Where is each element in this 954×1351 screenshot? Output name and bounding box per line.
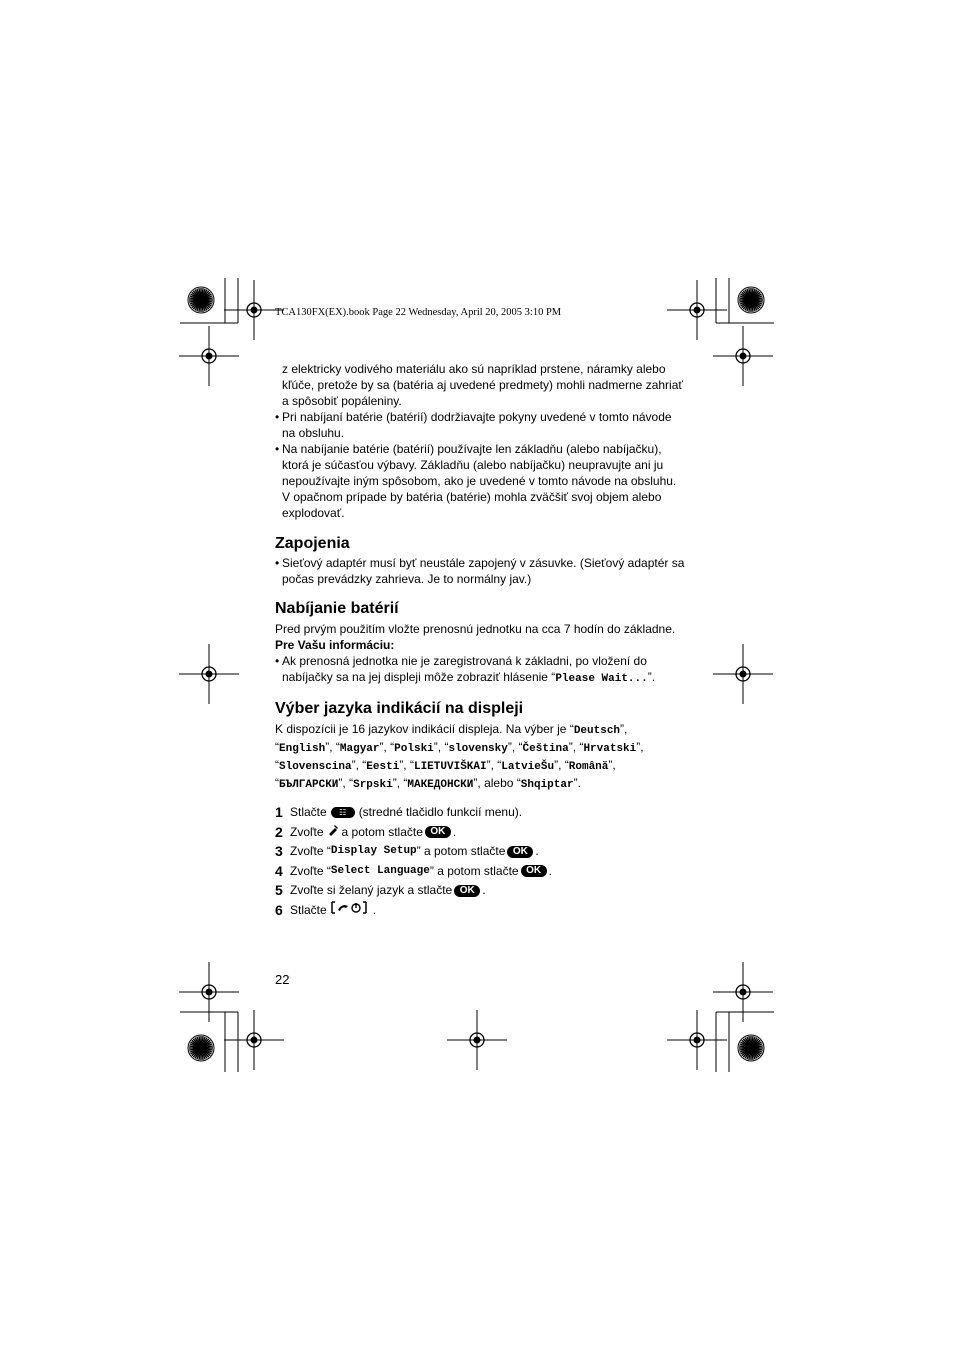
language-option: Čeština [522, 743, 569, 755]
step-2: 2 Zvoľte a potom stlačte OK . [275, 823, 457, 840]
intro-bullet-1: • Pri nabíjaní batérie (batérií) dodržiavajte pokyny uvedené v tomto návode na obsluhu. [275, 410, 672, 440]
charging-text: Pred prvým použitím vložte prenosnú jednotku na cca 7 hodín do základne. [275, 622, 676, 636]
section-title-language: Výber jazyka indikácií na displeji [275, 700, 524, 717]
page-number: 22 [275, 972, 290, 987]
info-label: Pre Vašu informáciu: [275, 638, 395, 652]
language-option: Polski [394, 743, 434, 755]
ok-key-icon: OK [454, 885, 480, 897]
connections-bullet: • Sieťový adaptér musí byť neustále zapojený v zásuvke. (Sieťový adaptér sa počas prevádzky zahrieva. Je to normálny jav.) [275, 556, 685, 586]
display-message: Please Wait... [555, 673, 648, 685]
steps-list [275, 803, 685, 920]
language-option: LatvieŠu [501, 761, 555, 773]
registration-dot [251, 1037, 258, 1044]
registration-dot [206, 989, 213, 996]
registration-dot [474, 1037, 481, 1044]
step-6: 6 Stlačte . [275, 901, 377, 918]
registration-dot [206, 353, 213, 360]
ok-key-icon: OK [425, 826, 451, 838]
handset-settings-icon [327, 823, 339, 842]
off-power-key-icon [330, 901, 370, 920]
language-option: МАКЕДОНСКИ [407, 779, 474, 791]
step-4: 4 Zvoľte “ Select Language ” a potom stlačte OK . [275, 862, 552, 879]
language-list-paragraph: K dispozícii je 16 jazykov indikácií displeja. Na výber je “Deutsch”, “English”, “Magyar”, “Polski”, “slovensky”, “Čeština”, “Hrvatski”, “Slovenscina”, “Eesti”, “LIETUVIŠKAI”, “LatvieŠu”, “Română”, “БЪЛГАРСКИ”, “Srpski”, “МАКЕДОНСКИ”, alebo “Shqiptar”. [275, 722, 644, 791]
language-option: Slovenscina [279, 761, 352, 773]
registration-dot [206, 671, 213, 678]
intro-continuation: z elektricky vodivého materiálu ako sú napríklad prstene, náramky alebo kľúče, pretože by sa (batéria aj uvedené predmety) mohli nadmerne zahriať a spôsobiť popáleniny. [282, 362, 683, 408]
language-option: slovensky [448, 743, 508, 755]
registration-dot [694, 1037, 701, 1044]
registration-dot [251, 307, 258, 314]
language-option: Hrvatski [583, 743, 637, 755]
language-option: LIETUVIŠKAI [413, 761, 487, 773]
registration-dot [740, 353, 747, 360]
language-option: Deutsch [573, 725, 621, 737]
registration-dot [694, 307, 701, 314]
language-option: Srpski [353, 779, 393, 791]
language-option: English [279, 743, 326, 755]
language-option: Magyar [339, 743, 380, 755]
step-3: 3 Zvoľte “ Display Setup ” a potom stlačte OK . [275, 843, 539, 860]
registration-dot [740, 671, 747, 678]
section-title-connections: Zapojenia [275, 535, 350, 552]
menu-key-icon: ☷ [331, 807, 355, 818]
intro-bullet-2: • Na nabíjanie batérie (batérií) používajte len základňu (alebo nabíjačku), ktorá je súčasťou výbavy. Základňu (alebo nabíjačku) neupravujte ani ju nepoužívajte iným spôsobom, ako je uvedené v tomto návode na obsluhu. V opačnom prípade by batéria (batérie) mohla zväčšiť svoj objem alebo explodovať. [275, 442, 677, 520]
step-5: 5 Zvoľte si želaný jazyk a stlačte OK . [275, 882, 486, 899]
charging-info-bullet: • Ak prenosná jednotka nie je zaregistrovaná k základni, po vložení do nabíjačky sa na jej displeji môže zobraziť hlásenie “Please Wait...”. [275, 654, 656, 685]
ok-key-icon: OK [507, 846, 533, 858]
ok-key-icon: OK [521, 865, 547, 877]
language-list: “Deutsch”, “English”, “Magyar”, “Polski”, “slovensky”, “Čeština”, “Hrvatski”, “Slovenscina”, “Eesti”, “LIETUVIŠKAI”, “LatvieŠu”, “Română”, “БЪЛГАРСКИ”, “Srpski”, “МАКЕДОНСКИ”, alebo “Shqiptar”. [275, 722, 644, 791]
section-title-charging: Nabíjanie batérií [275, 600, 399, 617]
language-option: БЪЛГАРСКИ [279, 779, 339, 791]
language-option: Shqiptar [520, 779, 574, 791]
page-content [275, 361, 685, 920]
language-option: Română [568, 761, 609, 773]
language-option: Eesti [366, 761, 400, 773]
registration-dot [740, 989, 747, 996]
print-header: TCA130FX(EX).book Page 22 Wednesday, April 20, 2005 3:10 PM [275, 307, 562, 318]
step-1: 1 Stlačte ☷ (stredné tlačidlo funkcií menu). [275, 804, 523, 821]
